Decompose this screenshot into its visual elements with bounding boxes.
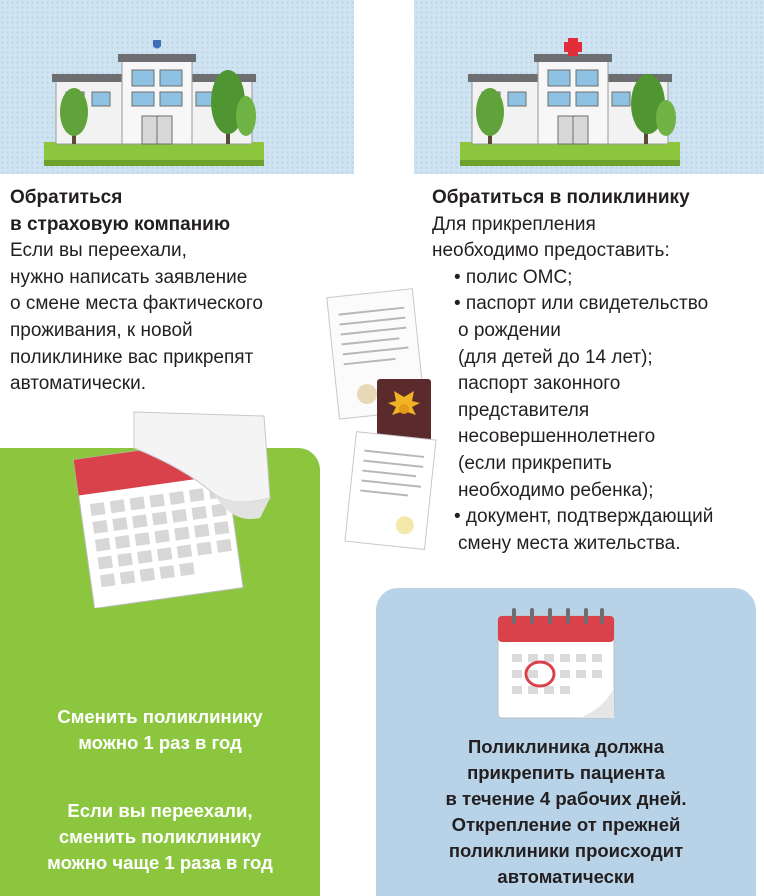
green-note-2 — [0, 798, 320, 876]
blue-note-line-4: Открепление от прежней — [451, 814, 681, 835]
green-info-card — [0, 448, 320, 896]
insurance-body-line-3: о смене места фактического — [10, 293, 263, 315]
clinic-title: Обратиться в поликлинику — [432, 187, 690, 208]
clinic-list-item-7: несовершеннолетнего — [458, 426, 656, 448]
green-note-2-line-1: Если вы переехали, — [67, 800, 253, 821]
blue-note-line-5: поликлиники происходит — [448, 840, 684, 861]
clinic-building-icon — [452, 30, 692, 174]
calendar-tear-icon — [64, 408, 284, 608]
clinic-list-item-10: • документ, подтверждающий — [454, 506, 714, 528]
green-note-1 — [0, 704, 320, 756]
clinic-list-item-4: (для детей до 14 лет); — [458, 346, 653, 368]
clinic-list-item-9: необходимо ребенка); — [458, 479, 654, 501]
insurance-building-icon — [36, 30, 276, 174]
clinic-list-item-8: (если прикрепить — [458, 452, 612, 474]
insurance-body-line-6: автоматически. — [10, 373, 146, 395]
calendar-circled-day-icon — [492, 602, 622, 722]
clinic-list-item-2: • паспорт или свидетельство — [454, 293, 709, 315]
insurance-body-line-5: поликлинике вас прикрепят — [10, 346, 254, 368]
blue-note-line-6: автоматически — [497, 866, 635, 887]
insurance-section — [10, 185, 340, 398]
green-note-1-line-2: можно 1 раз в год — [78, 732, 242, 753]
clinic-list-item-6: представителя — [458, 399, 590, 421]
clinic-intro-line-1: Для прикрепления — [432, 213, 596, 235]
green-note-1-line-1: Сменить поликлинику — [57, 706, 263, 727]
green-note-2-line-2: сменить поликлинику — [58, 826, 262, 847]
clinic-intro-line-2: необходимо предоставить: — [432, 240, 670, 262]
blue-info-card — [376, 588, 756, 896]
clinic-list-item-1: • полис ОМС; — [454, 266, 573, 288]
insurance-body-line-4: проживания, к новой — [10, 319, 193, 341]
blue-note-line-3: в течение 4 рабочих дней. — [445, 788, 687, 809]
blue-note-line-1: Поликлиника должна — [467, 736, 665, 757]
green-note-2-line-3: можно чаще 1 раза в год — [47, 852, 273, 873]
clinic-list-item-11: смену места жительства. — [458, 532, 681, 554]
insurance-title-line-2: в страховую компанию — [10, 213, 231, 235]
blue-note — [376, 734, 756, 890]
clinic-list-item-3: о рождении — [458, 319, 561, 341]
clinic-list-item-5: паспорт законного — [458, 373, 621, 395]
insurance-title-line-1: Обратиться — [10, 187, 123, 208]
insurance-body-line-1: Если вы переехали, — [10, 240, 187, 262]
blue-note-line-2: прикрепить пациента — [467, 762, 665, 783]
documents-passport-icon — [325, 285, 440, 555]
insurance-body-line-2: нужно написать заявление — [10, 266, 248, 288]
clinic-section — [432, 185, 762, 557]
